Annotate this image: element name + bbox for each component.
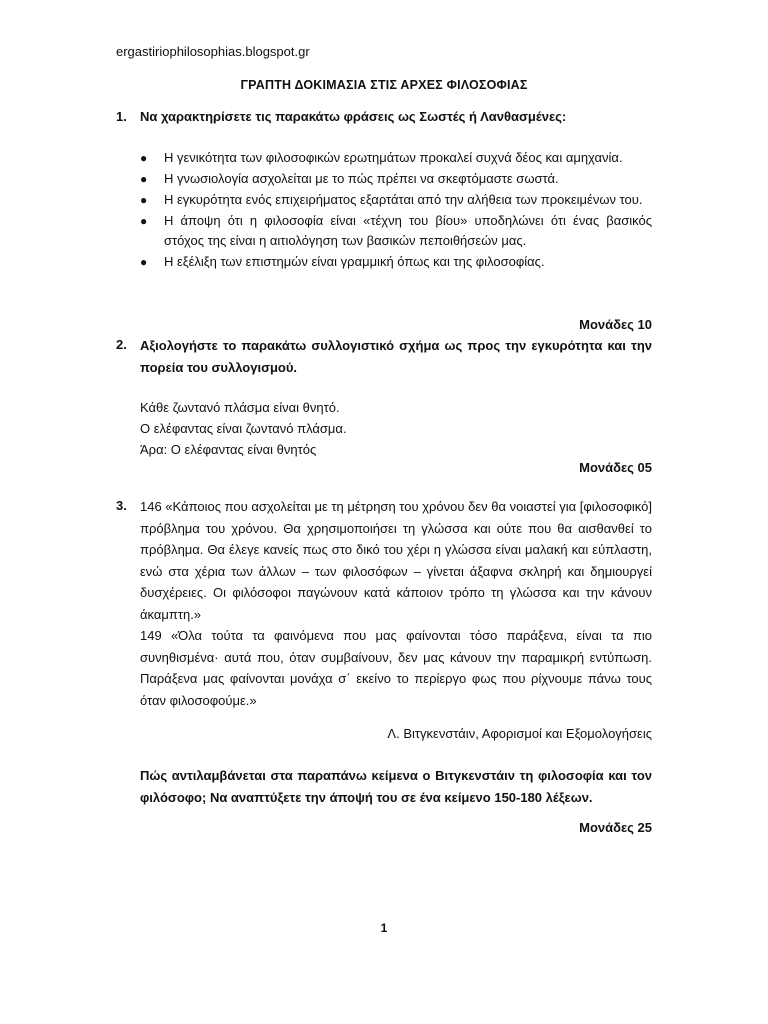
bullet-icon: ●	[140, 151, 148, 165]
syllogism	[140, 398, 640, 461]
premise-1: Κάθε ζωντανό πλάσμα είναι θνητό.	[140, 400, 340, 415]
bullet-icon: ●	[140, 214, 148, 228]
question-1	[116, 107, 652, 127]
question-number: 3.	[116, 498, 127, 513]
essay-question: Πώς αντιλαμβάνεται στα παραπάνω κείμενα ο Βιτγκενστάιν τη φιλοσοφία και τον φιλόσοφο; Να αναπτύξετε την άποψή του σε ένα κείμενο 150-180 λέξεων.	[140, 768, 652, 805]
bullet-icon: ●	[140, 193, 148, 207]
citation: Λ. Βιτγκενστάιν, Αφορισμοί και Εξομολογήσεις	[387, 726, 652, 741]
quote-146: 146 «Κάποιος που ασχολείται με τη μέτρηση του χρόνου δεν θα νοιαστεί για [φιλοσοφικό] πρόβλημα του χρόνου. Θα χρησιμοποιήσει τη γλώσσα και ούτε που θα αισθανθεί το πρόβλημα. Θα έλεγε κανείς πως στο δικό του χέρι η γλώσσα είναι μαλακή και εύπλαστη, ενώ στα χέρια των άλλων – των φιλοσόφων – γίνεται άξαφνα σκληρή και δημιουργεί δυσχέρειες. Οι φιλόσοφοι παγώνουν κατά κάποιον τρόπο τη γλώσσα και την κάνουν άκαμπτη.»	[140, 499, 652, 622]
question-2	[116, 335, 652, 379]
page-title: ΓΡΑΠΤΗ ΔΟΚΙΜΑΣΙΑ ΣΤΙΣ ΑΡΧΕΣ ΦΙΛΟΣΟΦΙΑΣ	[240, 78, 528, 92]
site-url: ergastiriophilosophias.blogspot.gr	[116, 44, 310, 59]
question-number: 2.	[116, 337, 127, 352]
marks-q3: Μονάδες 25	[579, 820, 652, 835]
list-item: ● Η γενικότητα των φιλοσοφικών ερωτημάτων προκαλεί συχνά δέος και αμηχανία.	[140, 148, 652, 168]
premise-2: Ο ελέφαντας είναι ζωντανό πλάσμα.	[140, 421, 347, 436]
list-item: ● Η εξέλιξη των επιστημών είναι γραμμική όπως και της φιλοσοφίας.	[140, 252, 652, 272]
question-3	[116, 496, 652, 711]
marks-q1: Μονάδες 10	[579, 317, 652, 332]
question-prompt: Αξιολογήστε το παρακάτω συλλογιστικό σχήμα ως προς την εγκυρότητα και την πορεία του συλλογισμού.	[140, 338, 652, 375]
list-item: ● Η εγκυρότητα ενός επιχειρήματος εξαρτάται από την αλήθεια των προκειμένων του.	[140, 190, 652, 210]
true-false-list	[140, 148, 652, 273]
marks-q2: Μονάδες 05	[579, 460, 652, 475]
list-item: ● Η γνωσιολογία ασχολείται με το πώς πρέπει να σκεφτόμαστε σωστά.	[140, 169, 652, 189]
conclusion: Άρα: Ο ελέφαντας είναι θνητός	[140, 442, 317, 457]
page-number: 1	[380, 921, 388, 935]
bullet-icon: ●	[140, 172, 148, 186]
bullet-icon: ●	[140, 255, 148, 269]
question-prompt: Να χαρακτηρίσετε τις παρακάτω φράσεις ως Σωστές ή Λανθασμένες:	[140, 109, 567, 124]
list-item: ● Η άποψη ότι η φιλοσοφία είναι «τέχνη του βίου» υποδηλώνει ότι ένας βασικός στόχος της είναι η αιτιολόγηση των βασικών πεποιθήσεών μας.	[140, 213, 652, 248]
question-number: 1.	[116, 109, 127, 124]
quote-149: 149 «Όλα τούτα τα φαινόμενα που μας φαίνονται τόσο παράξενα, είναι τα πιο συνηθισμένα· αυτά που, όταν συμβαίνουν, δεν μας κάνουν την παραμικρή εντύπωση. Παράξενα μας φαίνονται μονάχα σ΄ εκείνο το περίεργο φως που ρίχνουμε πάνω τους όταν φιλοσοφούμε.»	[140, 628, 652, 708]
